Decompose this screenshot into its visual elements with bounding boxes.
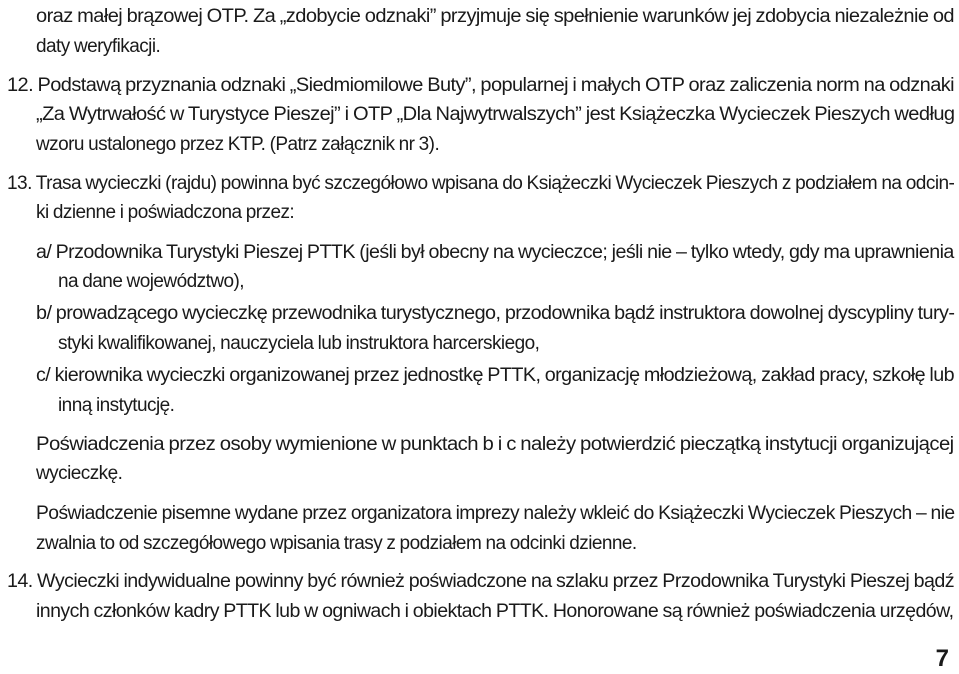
page-number: 7 [935,645,949,672]
text-line: styki kwalifikowanej, nauczyciela lub instruktora harcerskiego, [58,333,540,354]
text-line: Poświadczenie pisemne wydane przez organizatora imprezy należy wkleić do Książeczki Wycieczek Pieszych – nie [36,503,955,524]
text-line: Poświadczenia przez osoby wymienione w punktach b i c należy potwierdzić pieczątką instytucji organizującej [36,434,954,455]
text-line: c/ kierownika wycieczki organizowanej przez jednostkę PTTK, organizację młodzieżową, zakład pracy, szkołę lub [36,365,955,386]
text-line: inną instytucję. [58,395,175,416]
text-line: zwalnia to od szczegółowego wpisania trasy z podziałem na odcinki dzienne. [36,533,637,554]
text-line: daty weryfikacji. [36,36,161,57]
text-line: 12. Podstawą przyznania odznaki „Siedmiomilowe Buty”, popularnej i małych OTP oraz zaliczenia norm na odznaki [7,75,955,96]
text-line: innych członków kadry PTTK lub w ogniwach i obiektach PTTK. Honorowane są również poświadczenia urzędów, [36,601,954,622]
text-line: wzoru ustalonego przez KTP. (Patrz załącznik nr 3). [36,134,440,155]
text-line: na dane województwo), [58,271,245,292]
text-line: wycieczkę. [36,463,123,484]
text-line: ki dzienne i poświadczona przez: [36,202,295,223]
text-line: a/ Przodownika Turystyki Pieszej PTTK (jeśli był obecny na wycieczce; jeśli nie – tylko wtedy, gdy ma uprawnienia [36,242,954,263]
text-line: 14. Wycieczki indywidualne powinny być również poświadczone na szlaku przez Przodownika Turystyki Pieszej bądź [7,571,954,592]
text-line: oraz małej brązowej OTP. Za „zdobycie odznaki” przyjmuje się spełnienie warunków jej zdobycia niezależnie od [36,6,955,27]
text-line: 13. Trasa wycieczki (rajdu) powinna być szczegółowo wpisana do Książeczki Wycieczek Pieszych z podziałem na odcin- [7,173,955,194]
text-line: b/ prowadzącego wycieczkę przewodnika turystycznego, przodownika bądź instruktora dowolnej dyscypliny tury- [36,303,955,324]
text-line: „Za Wytrwałość w Turystyce Pieszej” i OTP „Dla Najwytrwalszych” jest Książeczka Wycieczek Pieszych według [36,104,955,125]
